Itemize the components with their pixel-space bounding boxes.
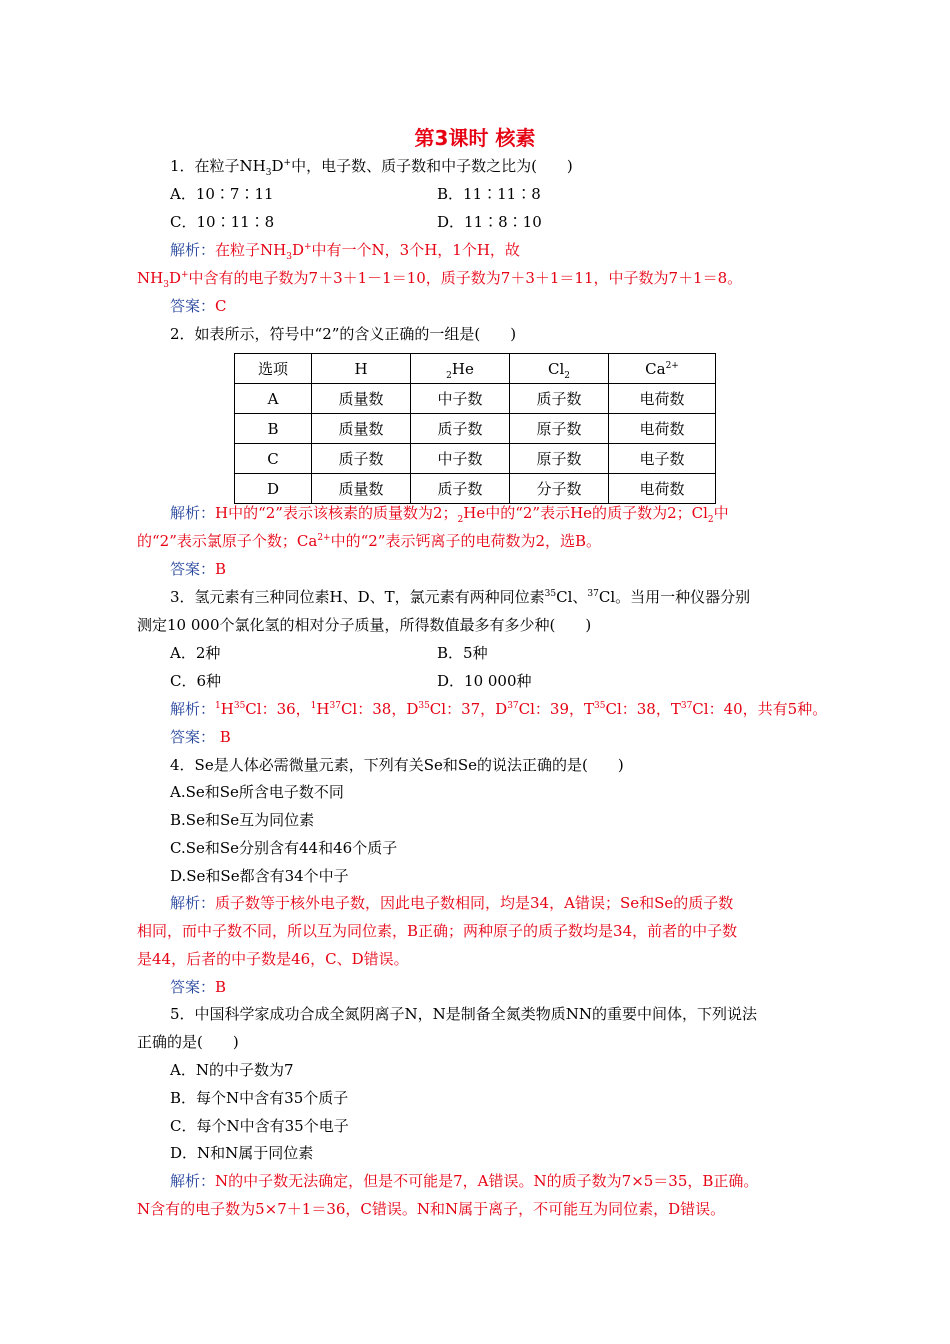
table-cell: 质量数: [312, 384, 411, 414]
table-row: [235, 414, 716, 444]
table-cell: 原子数: [510, 414, 609, 444]
table-cell: 电荷数: [609, 474, 716, 504]
table-cell: 电荷数: [609, 384, 716, 414]
table-cell: 中子数: [411, 384, 510, 414]
table-cell: C: [235, 444, 312, 474]
table-cell: 电荷数: [609, 414, 716, 444]
q3-option-c: C．6种: [170, 672, 222, 690]
q5-stem-line1: 5．中国科学家成功合成全氮阴离子N，N是制备全氮类物质NN的重要中间体，下列说法: [170, 1005, 758, 1023]
table-cell: D: [235, 474, 312, 504]
table-cell: 质子数: [510, 384, 609, 414]
q2-answer: 答案：B: [170, 560, 227, 578]
q3-stem-line1: 3．氢元素有三种同位素H、D、T，氯元素有两种同位素$^{35}$Cl、$^{37}$Cl。当用一种仪器分别: [170, 588, 751, 606]
q4-explanation-line1: 解析：质子数等于核外电子数，因此电子数相同，均是34，A错误；Se和Se的质子数: [170, 894, 734, 912]
q1-option-d: D．11∶8∶10: [437, 213, 542, 231]
q3-stem-line2: 测定10 000个氯化氢的相对分子质量，所得数值最多有多少种( ): [137, 616, 592, 634]
page-title: 第3课时 核素: [414, 126, 536, 150]
q2-explanation-line1: 解析：H中的“2”表示该核素的质量数为2；$_2$He中的“2”表示He的质子数为2；$Cl_2$中: [170, 504, 729, 525]
q2-stem: 2．如表所示，符号中“2”的含义正确的一组是( ): [170, 325, 517, 343]
q4-option-b: B.Se和Se互为同位素: [170, 811, 315, 829]
table-header-cell: $Ca^{2+}$: [609, 354, 716, 384]
q4-explanation-line3: 是44，后者的中子数是46，C、D错误。: [137, 950, 409, 968]
table-row: [235, 444, 716, 474]
table-cell: 中子数: [411, 444, 510, 474]
q1-explanation-line2: $NH_3D^+$中含有的电子数为7＋3＋1－1＝10，质子数为7＋3＋1＝11，中子数为7＋1＝8。: [137, 269, 743, 290]
table-header-row: [235, 354, 716, 384]
table-cell: 质量数: [312, 474, 411, 504]
table-row: [235, 474, 716, 504]
q5-option-a: A．N的中子数为7: [170, 1061, 294, 1079]
table-row: [235, 384, 716, 414]
q1-explanation-line1: 解析：在粒子$NH_3D^+$中有一个N，3个H，1个H，故: [170, 241, 520, 262]
table-header-cell: H: [312, 354, 411, 384]
table-cell: 质子数: [411, 474, 510, 504]
q1-option-a: A．10∶7∶11: [170, 185, 274, 203]
q1-option-c: C．10∶11∶8: [170, 213, 275, 231]
q4-answer: 答案：B: [170, 978, 227, 996]
table-header-cell: $Cl_2$: [510, 354, 609, 384]
table-header-cell: $_2$He: [411, 354, 510, 384]
q5-option-d: D．N和N属于同位素: [170, 1144, 314, 1162]
q5-explanation-line2: N含有的电子数为5×7＋1＝36，C错误。N和N属于离子，不可能互为同位素，D错误。: [137, 1200, 726, 1218]
q4-stem: 4．Se是人体必需微量元素，下列有关Se和Se的说法正确的是( ): [170, 756, 624, 774]
table-cell: 原子数: [510, 444, 609, 474]
q2-explanation-line2: 的“2”表示氯原子个数；$Ca^{2+}$中的“2”表示钙离子的电荷数为2，选B。: [137, 532, 602, 550]
q5-option-b: B．每个N中含有35个质子: [170, 1089, 349, 1107]
q5-stem-line2: 正确的是( ): [137, 1033, 239, 1051]
q2-table: [234, 353, 716, 504]
q5-explanation-line1: 解析：N的中子数无法确定，但是不可能是7，A错误。N的质子数为7×5＝35，B正确。: [170, 1172, 759, 1190]
q4-option-a: A.Se和Se所含电子数不同: [170, 783, 344, 801]
table-cell: B: [235, 414, 312, 444]
q3-option-b: B．5种: [437, 644, 488, 662]
table-cell: 分子数: [510, 474, 609, 504]
table-cell: 质子数: [312, 444, 411, 474]
q4-option-c: C.Se和Se分别含有44和46个质子: [170, 839, 398, 857]
q4-option-d: D.Se和Se都含有34个中子: [170, 867, 349, 885]
q1-answer: 答案：C: [170, 297, 227, 315]
table-header-cell: 选项: [235, 354, 312, 384]
table-cell: 质量数: [312, 414, 411, 444]
q1-stem: 1．在粒子$NH_3D^+$中，电子数、质子数和中子数之比为( ): [170, 157, 573, 178]
q3-explanation: 解析：$^1H^{35}Cl$：36，$^1H^{37}Cl$：38，$D^{35}Cl$：37，$D^{37}Cl$：39，$T^{35}Cl$：38，$T^{37}Cl$：40，共有5种。: [170, 700, 828, 718]
q1-option-b: B．11∶11∶8: [437, 185, 541, 203]
q4-explanation-line2: 相同，而中子数不同，所以互为同位素，B正确；两种原子的质子数均是34，前者的中子数: [137, 922, 738, 940]
table-cell: 质子数: [411, 414, 510, 444]
q5-option-c: C．每个N中含有35个电子: [170, 1117, 349, 1135]
q3-option-d: D．10 000种: [437, 672, 532, 690]
table-cell: A: [235, 384, 312, 414]
q3-option-a: A．2种: [170, 644, 221, 662]
table-cell: 电子数: [609, 444, 716, 474]
q3-answer: 答案： B: [170, 728, 231, 746]
